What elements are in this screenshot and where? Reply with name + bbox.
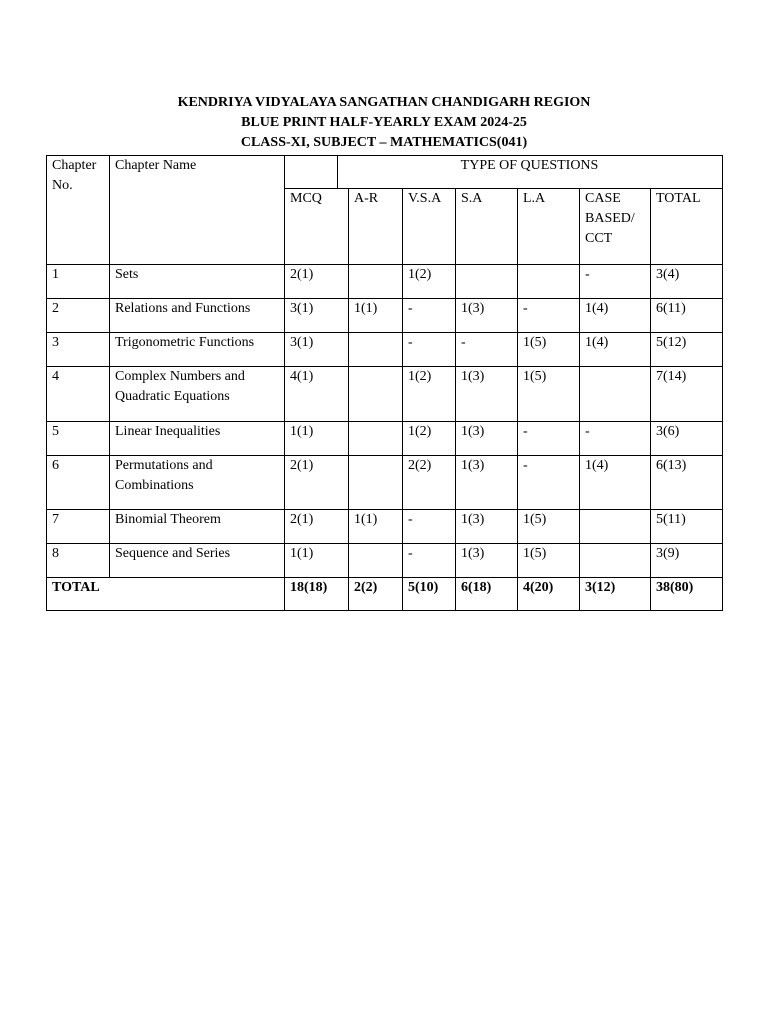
table-cell: 1(2): [402, 366, 456, 422]
table-cell: 6(11): [650, 298, 723, 333]
table-cell: 2(1): [284, 455, 349, 510]
table-cell: -: [455, 332, 518, 367]
table-cell: -: [579, 421, 651, 456]
table-row-chapter-name: Binomial Theorem: [109, 509, 285, 544]
table-cell: 3(9): [650, 543, 723, 578]
table-cell: 1(3): [455, 421, 518, 456]
header-chapter-no: Chapter No.: [46, 155, 110, 265]
title-line-3: CLASS-XI, SUBJECT – MATHEMATICS(041): [240, 135, 528, 150]
table-cell: 1(1): [348, 509, 403, 544]
total-label: TOTAL: [46, 577, 285, 611]
table-cell: 1(3): [455, 455, 518, 510]
header-blank: [284, 155, 338, 189]
total-cell: 38(80): [650, 577, 723, 611]
table-row-chapter-name: Permutations and Combinations: [109, 455, 285, 510]
blueprint-table: [46, 155, 722, 610]
table-cell: 3(4): [650, 264, 723, 299]
table-row-chapter-no: 8: [46, 543, 110, 578]
total-cell: 2(2): [348, 577, 403, 611]
table-row-chapter-no: 1: [46, 264, 110, 299]
table-cell: 1(3): [455, 543, 518, 578]
table-cell: -: [517, 421, 580, 456]
header-type-of-questions: TYPE OF QUESTIONS: [337, 155, 723, 189]
table-cell: 2(1): [284, 509, 349, 544]
table-cell: 1(3): [455, 509, 518, 544]
table-cell: [348, 264, 403, 299]
table-row-chapter-name: Relations and Functions: [109, 298, 285, 333]
table-cell: 1(3): [455, 298, 518, 333]
table-cell: 1(1): [284, 421, 349, 456]
total-cell: 5(10): [402, 577, 456, 611]
header-col-1: A-R: [348, 188, 403, 265]
header-col-0: MCQ: [284, 188, 349, 265]
table-row-chapter-name: Sequence and Series: [109, 543, 285, 578]
table-cell: [348, 543, 403, 578]
table-cell: [455, 264, 518, 299]
table-cell: 6(13): [650, 455, 723, 510]
table-cell: [579, 366, 651, 422]
table-row-chapter-name: Sets: [109, 264, 285, 299]
table-cell: -: [517, 455, 580, 510]
table-row-chapter-name: Trigonometric Functions: [109, 332, 285, 367]
table-cell: 1(4): [579, 332, 651, 367]
table-cell: 7(14): [650, 366, 723, 422]
table-cell: 1(2): [402, 421, 456, 456]
header-col-5: CASE BASED/ CCT: [579, 188, 651, 265]
table-cell: [348, 332, 403, 367]
table-row-chapter-no: 5: [46, 421, 110, 456]
table-cell: [348, 366, 403, 422]
table-cell: -: [579, 264, 651, 299]
table-cell: -: [517, 298, 580, 333]
table-cell: 1(5): [517, 332, 580, 367]
table-cell: -: [402, 332, 456, 367]
table-cell: [517, 264, 580, 299]
table-cell: 5(11): [650, 509, 723, 544]
header-col-6: TOTAL: [650, 188, 723, 265]
table-cell: 4(1): [284, 366, 349, 422]
table-cell: 1(2): [402, 264, 456, 299]
table-cell: 1(5): [517, 543, 580, 578]
table-cell: [348, 421, 403, 456]
table-cell: 5(12): [650, 332, 723, 367]
total-cell: 4(20): [517, 577, 580, 611]
document-title: [0, 93, 768, 153]
table-cell: 1(4): [579, 455, 651, 510]
table-row-chapter-no: 3: [46, 332, 110, 367]
header-col-4: L.A: [517, 188, 580, 265]
header-col-3: S.A: [455, 188, 518, 265]
table-cell: 1(5): [517, 366, 580, 422]
table-cell: -: [402, 509, 456, 544]
table-cell: 1(1): [348, 298, 403, 333]
total-cell: 6(18): [455, 577, 518, 611]
total-cell: 3(12): [579, 577, 651, 611]
table-row-chapter-name: Complex Numbers and Quadratic Equations: [109, 366, 285, 422]
table-cell: 2(1): [284, 264, 349, 299]
table-row-chapter-no: 4: [46, 366, 110, 422]
header-chapter-name: Chapter Name: [109, 155, 285, 265]
table-cell: [348, 455, 403, 510]
table-cell: 3(1): [284, 298, 349, 333]
table-cell: 2(2): [402, 455, 456, 510]
table-cell: -: [402, 543, 456, 578]
header-col-2: V.S.A: [402, 188, 456, 265]
table-cell: 1(3): [455, 366, 518, 422]
table-cell: 1(5): [517, 509, 580, 544]
total-cell: 18(18): [284, 577, 349, 611]
table-cell: 1(4): [579, 298, 651, 333]
table-row-chapter-name: Linear Inequalities: [109, 421, 285, 456]
table-cell: -: [402, 298, 456, 333]
table-row-chapter-no: 7: [46, 509, 110, 544]
table-cell: 1(1): [284, 543, 349, 578]
table-cell: [579, 543, 651, 578]
table-row-chapter-no: 6: [46, 455, 110, 510]
title-line-2: BLUE PRINT HALF-YEARLY EXAM 2024-25: [241, 115, 527, 130]
table-cell: 3(6): [650, 421, 723, 456]
table-cell: [579, 509, 651, 544]
title-line-1: KENDRIYA VIDYALAYA SANGATHAN CHANDIGARH REGION: [177, 95, 591, 110]
table-cell: 3(1): [284, 332, 349, 367]
table-row-chapter-no: 2: [46, 298, 110, 333]
